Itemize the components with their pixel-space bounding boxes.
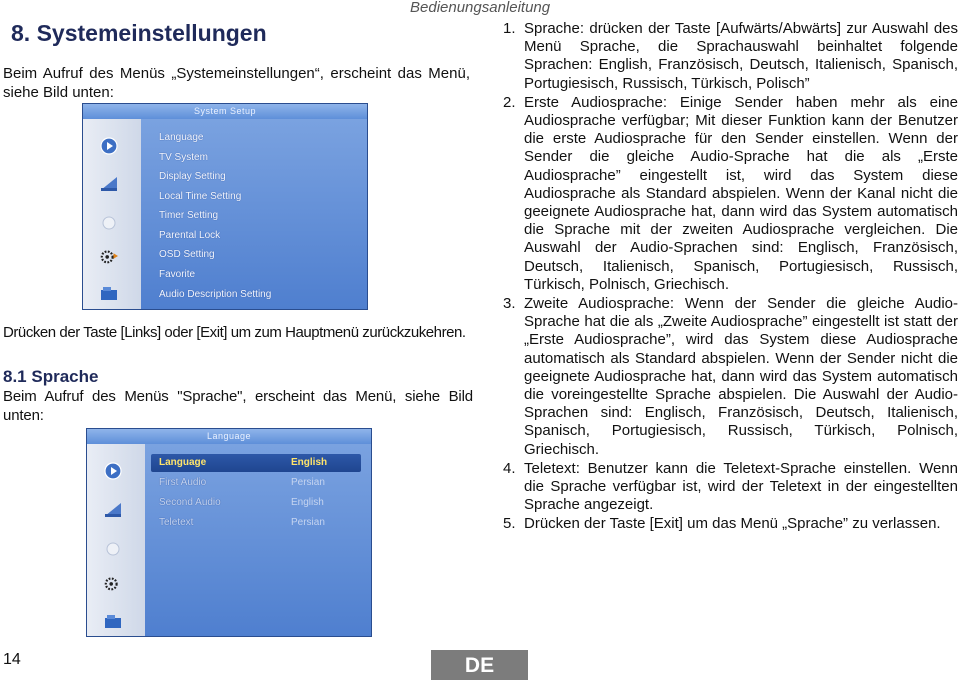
list-item: 4. Teletext: Benutzer kann die Teletext-Sprache einstellen. Wenn die Sprache verfügbar ist, wird der Teletext in der eingestellten Sprache angezeigt. xyxy=(503,459,958,514)
list-item: 5. Drücken der Taste [Exit] um das Menü „Sprache” zu verlassen. xyxy=(503,515,941,533)
osd-item-timer-setting: Timer Setting xyxy=(159,210,219,221)
osd-title: System Setup xyxy=(83,104,367,119)
osd-item-parental-lock: Parental Lock xyxy=(159,230,221,241)
osd-item-local-time-setting: Local Time Setting xyxy=(159,191,242,202)
osd-sidebar xyxy=(83,119,141,309)
osd-row-teletext-value: Persian xyxy=(291,517,325,528)
language-menu-screenshot xyxy=(86,428,372,637)
section-title: 8. Systemeinstellungen xyxy=(11,20,267,46)
language-badge: DE xyxy=(431,650,528,680)
osd-row-value: English xyxy=(291,457,328,468)
play-icon xyxy=(103,462,123,480)
osd-menu xyxy=(141,119,367,309)
page-number: 14 xyxy=(3,651,21,668)
subsection-intro: Beim Aufruf des Menüs "Sprache", erscheint das Menü, siehe Bild unten: xyxy=(3,388,473,424)
folder-icon xyxy=(99,284,119,302)
folder-icon xyxy=(103,612,123,630)
subsection-title: 8.1 Sprache xyxy=(3,367,99,386)
list-item: 2. Erste Audiosprache: Einige Sender haben mehr als eine Audiosprache verfügbar; Mit dieser Funktion kann der Benutzer die erste Audiosprache für den Sender einstellen. Wenn der Sender die gleiche Audio-Sprache hat die als „Erste Audiosprache” eingestellt ist, wird das System diese Audiosprache als Standard abspielen. Wenn der Kanal nicht die geeignete Audiosprache hat, dann wird das System automatisch die Sprache mit der zweiten Audiosprache vergleichen. Die Auswahl der Audio-Sprachen sind: Englisch, Französisch, Deutsch, Italienisch, Spanisch, Portugiesisch, Russisch, Türkisch, Polnisch, Griechisch. xyxy=(503,93,958,293)
gear-icon xyxy=(103,574,123,592)
osd-sidebar xyxy=(87,444,145,636)
tv-icon xyxy=(103,500,123,518)
list-item: 1. Sprache: drücken der Taste [Aufwärts/Abwärts] zur Auswahl des Menü Sprache, die Sprachauswahl beinhaltet folgende Sprachen: English, Französisch, Deutsch, Italienisch, Spanisch, Portugiesisch, Russisch, Türkisch, Polisch” xyxy=(503,20,958,92)
osd-row-label: Language xyxy=(159,457,207,468)
osd-row-language-selected xyxy=(151,454,361,472)
document-header-title: Bedienungsanleitung xyxy=(410,0,551,16)
satellite-icon xyxy=(99,214,119,232)
play-icon xyxy=(99,137,119,155)
gear-icon xyxy=(99,247,119,265)
satellite-icon xyxy=(103,540,123,558)
back-note: Drücken der Taste [Links] oder [Exit] um zum Hauptmenü zurückzukehren. xyxy=(3,324,466,341)
tv-icon xyxy=(99,174,119,192)
osd-item-osd-setting: OSD Setting xyxy=(159,249,215,260)
osd-menu xyxy=(145,444,371,636)
steps-list xyxy=(503,20,958,534)
osd-item-tv-system: TV System xyxy=(159,152,208,163)
osd-item-display-setting: Display Setting xyxy=(159,171,226,182)
osd-row-second-audio-value: English xyxy=(291,497,324,508)
osd-row-first-audio-value: Persian xyxy=(291,477,325,488)
osd-item-favorite: Favorite xyxy=(159,269,196,280)
osd-row-first-audio: First Audio xyxy=(159,477,207,488)
osd-row-teletext: Teletext xyxy=(159,517,194,528)
osd-row-second-audio: Second Audio xyxy=(159,497,221,508)
section-intro: Beim Aufruf des Menüs „Systemeinstellungen“, erscheint das Menü, siehe Bild unten: xyxy=(3,65,470,101)
osd-item-language: Language xyxy=(159,132,204,143)
system-setup-screenshot xyxy=(82,103,368,310)
osd-title: Language xyxy=(87,429,371,444)
list-item: 3. Zweite Audiosprache: Wenn der Sender die gleiche Audio-Sprache hat die als „Zweite Audiosprache” eingestellt ist statt der „Erste Audiosprache”, wird das System diese Audiosprache automatisch als Standard abspielen. Wenn der Sender nicht die geeignete Audiosprache hat, dann wird das System automatisch die voreingestellte Sprache abspielen. Die Auswahl der Audio-Sprachen sind: Englisch, Französisch, Deutsch, Italienisch, Spanisch, Portugiesisch, Russisch, Türkisch, Polnisch, Griechisch. xyxy=(503,295,958,458)
osd-item-audio-description-setting: Audio Description Setting xyxy=(159,289,272,300)
